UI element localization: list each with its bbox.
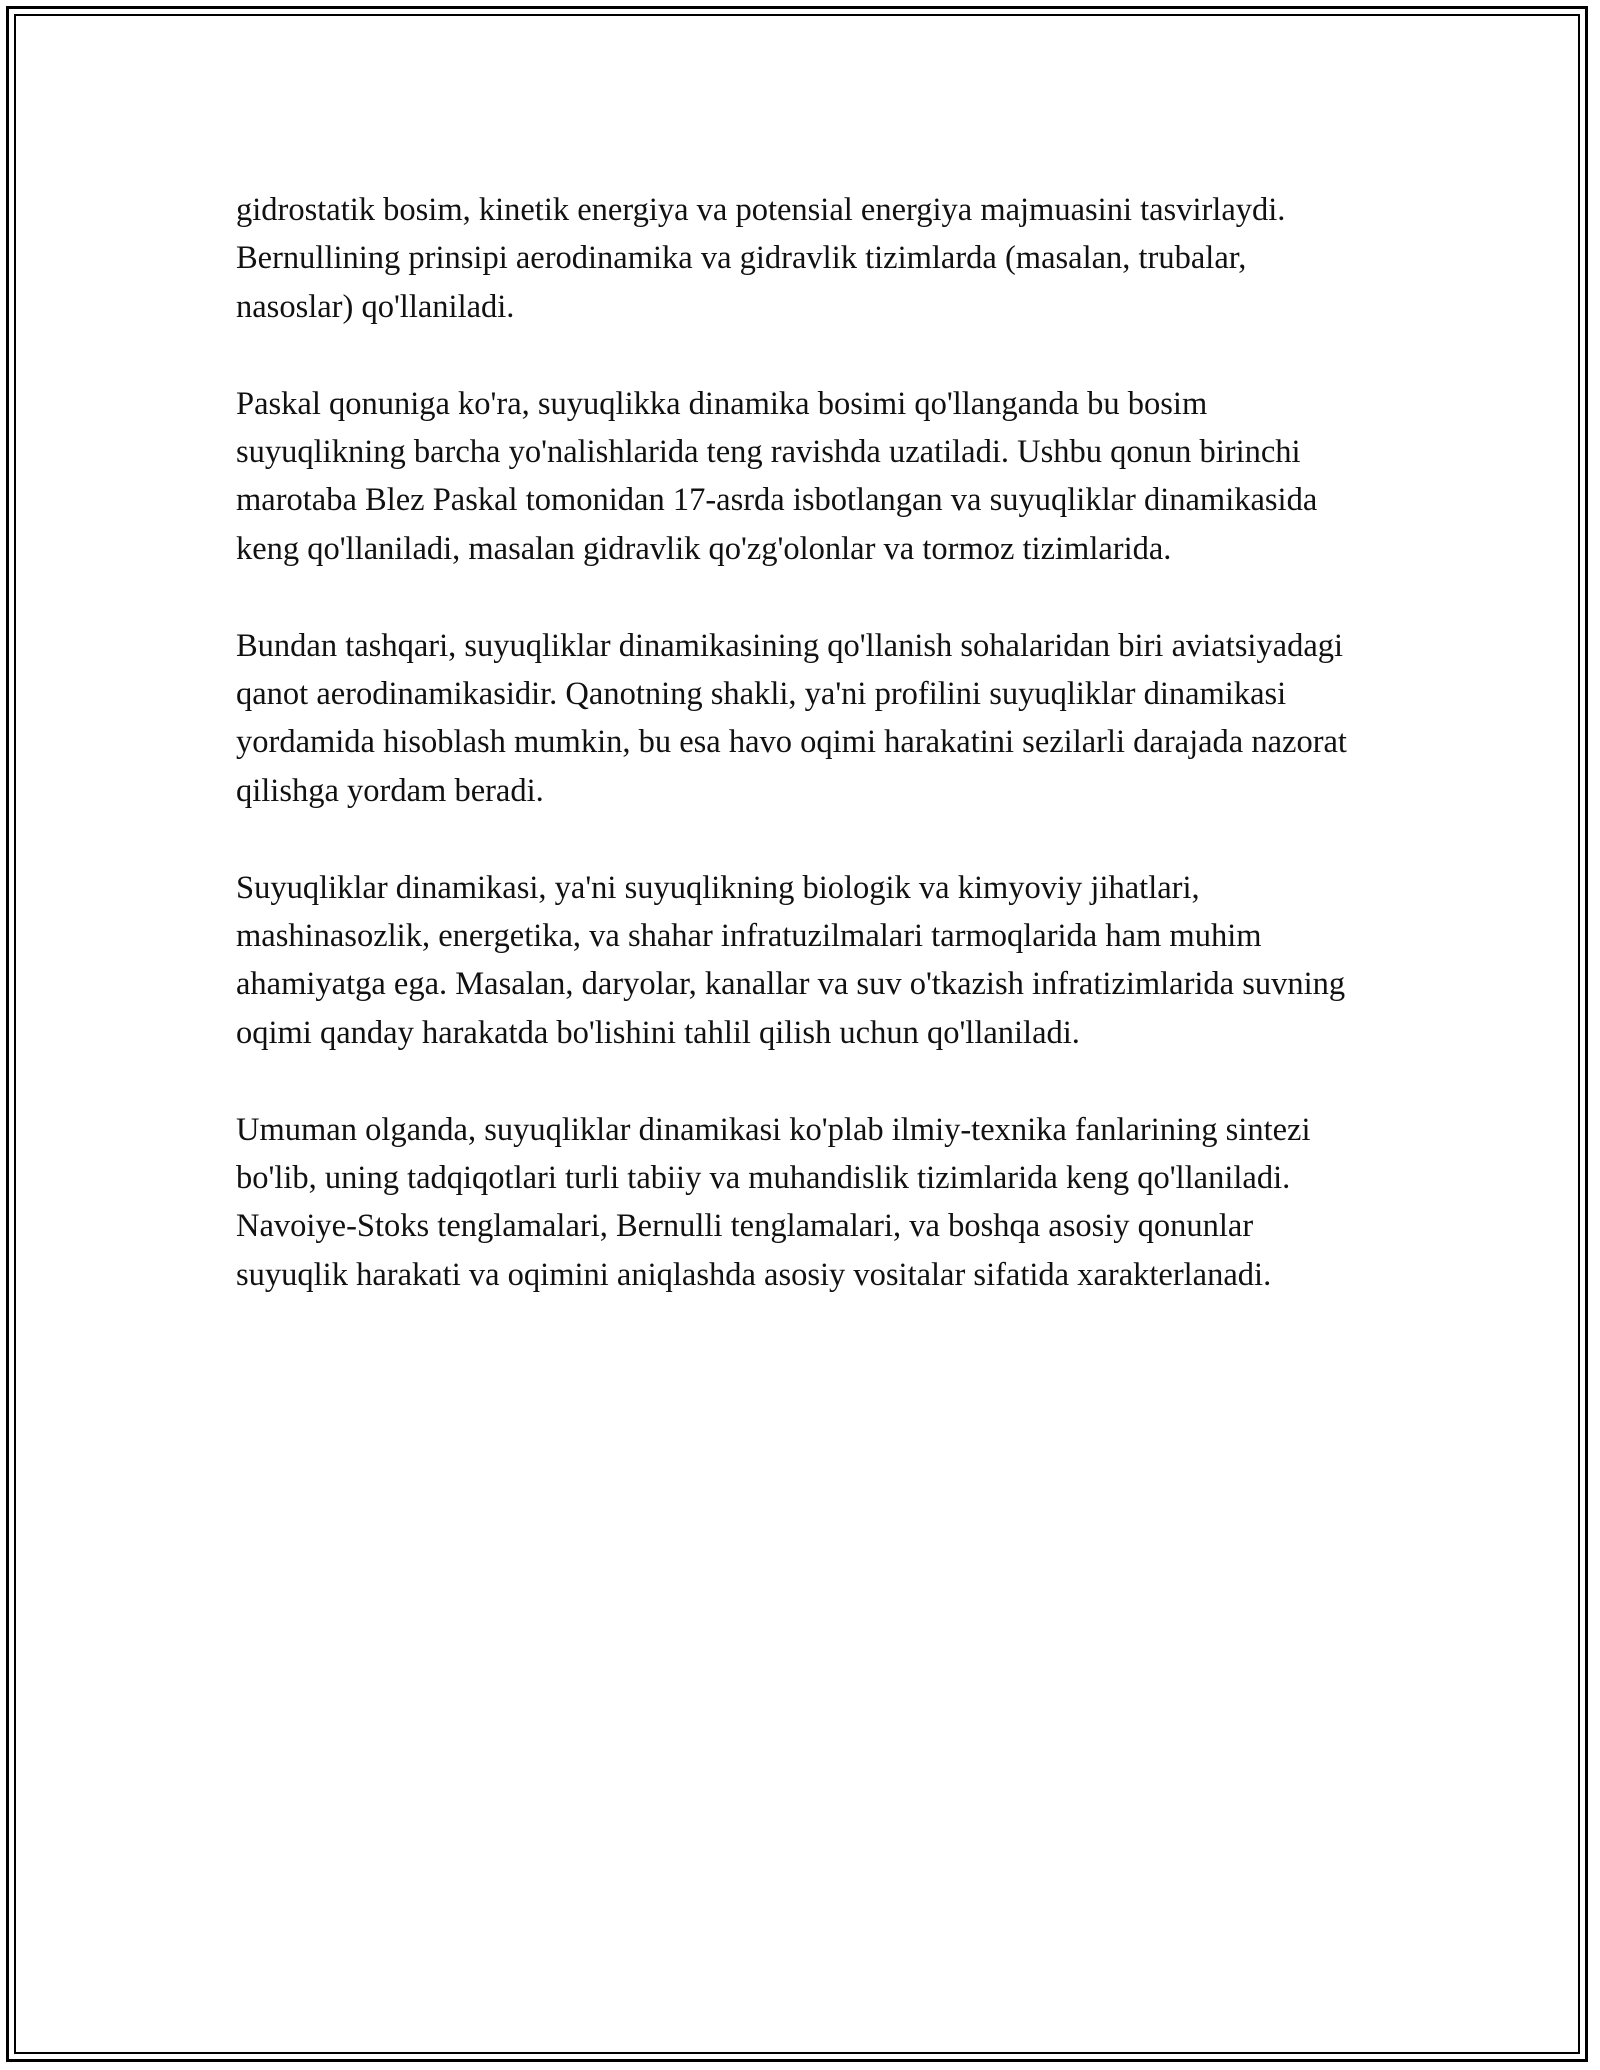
paragraph-bernoulli: gidrostatik bosim, kinetik energiya va potensial energiya majmuasini tasvirlaydi. Bernullining prinsipi aerodinamika va gidravlik tizimlarda (masalan, trubalar, nasoslar) qo'llaniladi. — [236, 192, 1286, 325]
paragraph-aviation: Bundan tashqari, suyuqliklar dinamikasining qo'llanish sohalaridan biri aviatsiyadagi qanot aerodinamikasidir. Qanotning shakli, ya'ni profilini suyuqliklar dinamikasi yordamida hisoblash mumkin, bu esa havo oqimi harakatini sezilarli darajada nazorat qilishga yordam beradi. — [236, 627, 1347, 809]
paragraph-applications: Suyuqliklar dinamikasi, ya'ni suyuqlikning biologik va kimyoviy jihatlari, mashinasozlik, energetika, va shahar infratuzilmalari tarmoqlarida ham muhim ahamiyatga ega. Masalan, daryolar, kanallar va suv o'tkazish infratizimlarida suvning oqimi qanday harakatda bo'lishini tahlil qilish uchun qo'llaniladi. — [236, 869, 1346, 1051]
paragraph-pascal: Paskal qonuniga ko'ra, suyuqlikka dinamika bosimi qo'llanganda bu bosim suyuqlikning barcha yo'nalishlarida teng ravishda uzatiladi. Ushbu qonun birinchi marotaba Blez Paskal tomonidan 17-asrda isbotlangan va suyuqliklar dinamikasida keng qo'llaniladi, masalan gidravlik qo'zg'olonlar va tormoz tizimlarida. — [236, 385, 1318, 567]
document-body — [236, 186, 1360, 1348]
paragraph-conclusion: Umuman olganda, suyuqliklar dinamikasi ko'plab ilmiy-texnika fanlarining sintezi bo'lib, uning tadqiqotlari turli tabiiy va muhandislik tizimlarida keng qo'llaniladi. Navoiye-Stoks tenglamalari, Bernulli tenglamalari, va boshqa asosiy qonunlar suyuqlik harakati va oqimini aniqlashda asosiy vositalar sifatida xarakterlanadi. — [236, 1111, 1311, 1293]
